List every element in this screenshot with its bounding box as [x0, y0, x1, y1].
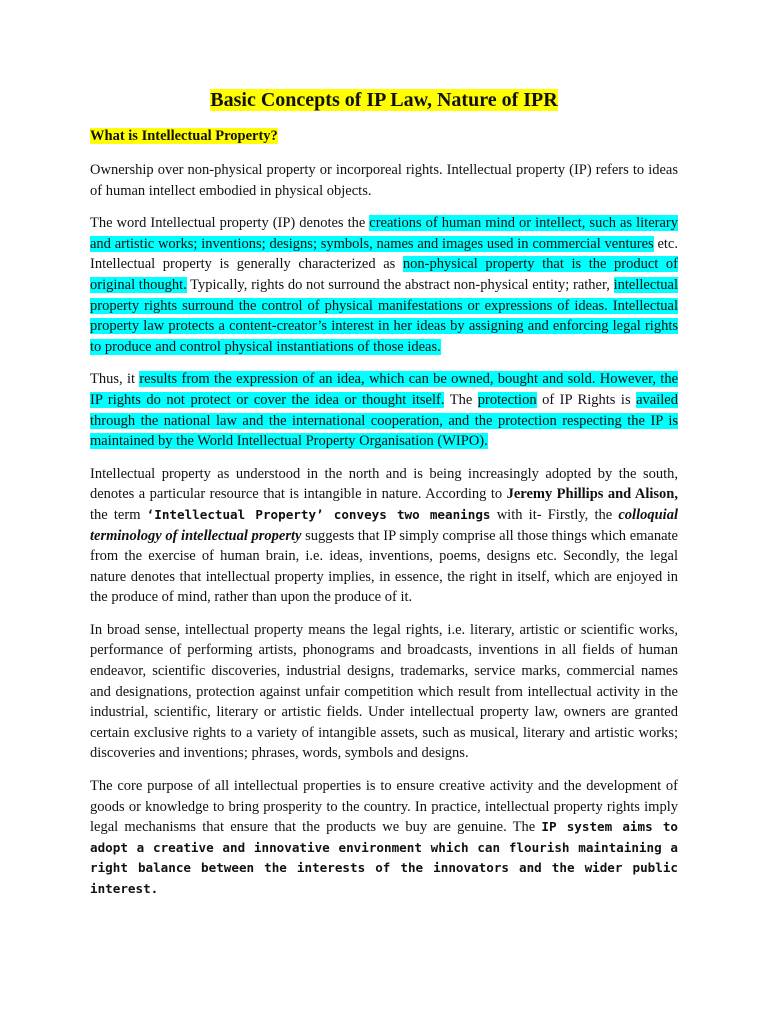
p2-text-1: The word Intellectual property (IP) denotes the — [90, 215, 370, 232]
p4-bold-2: ‘Intellectual Property’ conveys two meanings — [146, 506, 491, 522]
paragraph-6 — [90, 776, 678, 900]
p4-bold-1: Jeremy Phillips and Alison, — [506, 486, 678, 503]
paragraph-1: Ownership over non-physical property or incorporeal rights. Intellectual property (IP) refers to ideas of human intellect embodied in physical objects. — [90, 162, 678, 199]
title-row — [90, 88, 678, 112]
p3-highlight-1: results from the expression of an idea, which can be owned, bought and sold. However, the IP rights do not protect or cover the idea or thought itself. — [90, 371, 679, 408]
document-title: Basic Concepts of IP Law, Nature of IPR — [210, 89, 558, 111]
p3-highlight-2: protection — [477, 391, 537, 408]
p2-highlight-2: non-physical property that is the product of original thought. — [90, 256, 678, 293]
p3-text-2: The — [444, 391, 478, 408]
paragraph-3 — [90, 369, 678, 451]
p6-bold-1: IP system aims to adopt a creative and innovative environment which can flourish maintaining a right balance between the interests of the innovators and the wider public interest. — [90, 819, 678, 896]
p6-text-1: The core purpose of all intellectual properties is to ensure creative activity and the development of goods or knowledge to bring prosperity to the country. In practice, intellectual property rights imply legal mechanisms that ensure that the products we buy are genuine. The — [90, 778, 678, 836]
paragraph-5: In broad sense, intellectual property means the legal rights, i.e. literary, artistic or scientific works, performance of performing artists, phonograms and broadcasts, inventions in all fields of human endeavor, scientific discoveries, industrial designs, trademarks, service marks, commercial names and designations, protection against unfair competition which result from intellectual activity in the industrial, scientific, literary or artistic fields. Under intellectual property law, owners are granted certain exclusive rights to a variety of intangible assets, such as musical, literary and artistic works; discoveries and inventions; phrases, words, symbols and designs. — [90, 621, 678, 762]
p4-text-2: the term — [90, 506, 147, 523]
p2-text-3: Typically, rights do not surround the abstract non-physical entity; rather, — [186, 276, 614, 293]
p4-bold-italic-1: colloquial terminology of intellectual property — [90, 506, 678, 544]
p3-text-1: Thus, it — [90, 371, 140, 388]
p2-text-2: etc. Intellectual property is generally characterized as — [90, 235, 678, 273]
p3-text-3: of IP Rights is — [536, 391, 637, 408]
p2-highlight-3: intellectual property rights surround the control of physical manifestations or expressions of ideas. Intellectual property law protects a content-creator’s interest in her ideas by assigning and enforcing legal rights to produce and control physical instantiations of those ideas. — [90, 276, 678, 355]
paragraph-4 — [90, 464, 678, 608]
section-heading: What is Intellectual Property? — [90, 128, 278, 144]
p4-text-3: with it- Firstly, the — [490, 506, 619, 523]
p3-highlight-3: availed through the national law and the international cooperation, and the protection respecting the IP is maintained by the World Intellectual Property Organisation (WIPO). — [90, 391, 678, 450]
subheading-row — [90, 126, 678, 146]
p2-highlight-1: creations of human mind or intellect, such as literary and artistic works; inventions; designs; symbols, names and images used in commercial ventures — [90, 215, 678, 252]
p4-text-4: suggests that IP simply comprise all those things which emanate from the exercise of human brain, i.e. ideas, inventions, poems, designs etc. Secondly, the legal nature denotes that intellectual property implies, in essence, the right in itself, which are enjoyed in the produce of mind, rather than upon the produce of it. — [90, 527, 678, 606]
paragraph-2 — [90, 213, 678, 357]
p4-text-1: Intellectual property as understood in the north and is being increasingly adopted by the south, denotes a particular resource that is intangible in nature. According to — [90, 465, 678, 503]
